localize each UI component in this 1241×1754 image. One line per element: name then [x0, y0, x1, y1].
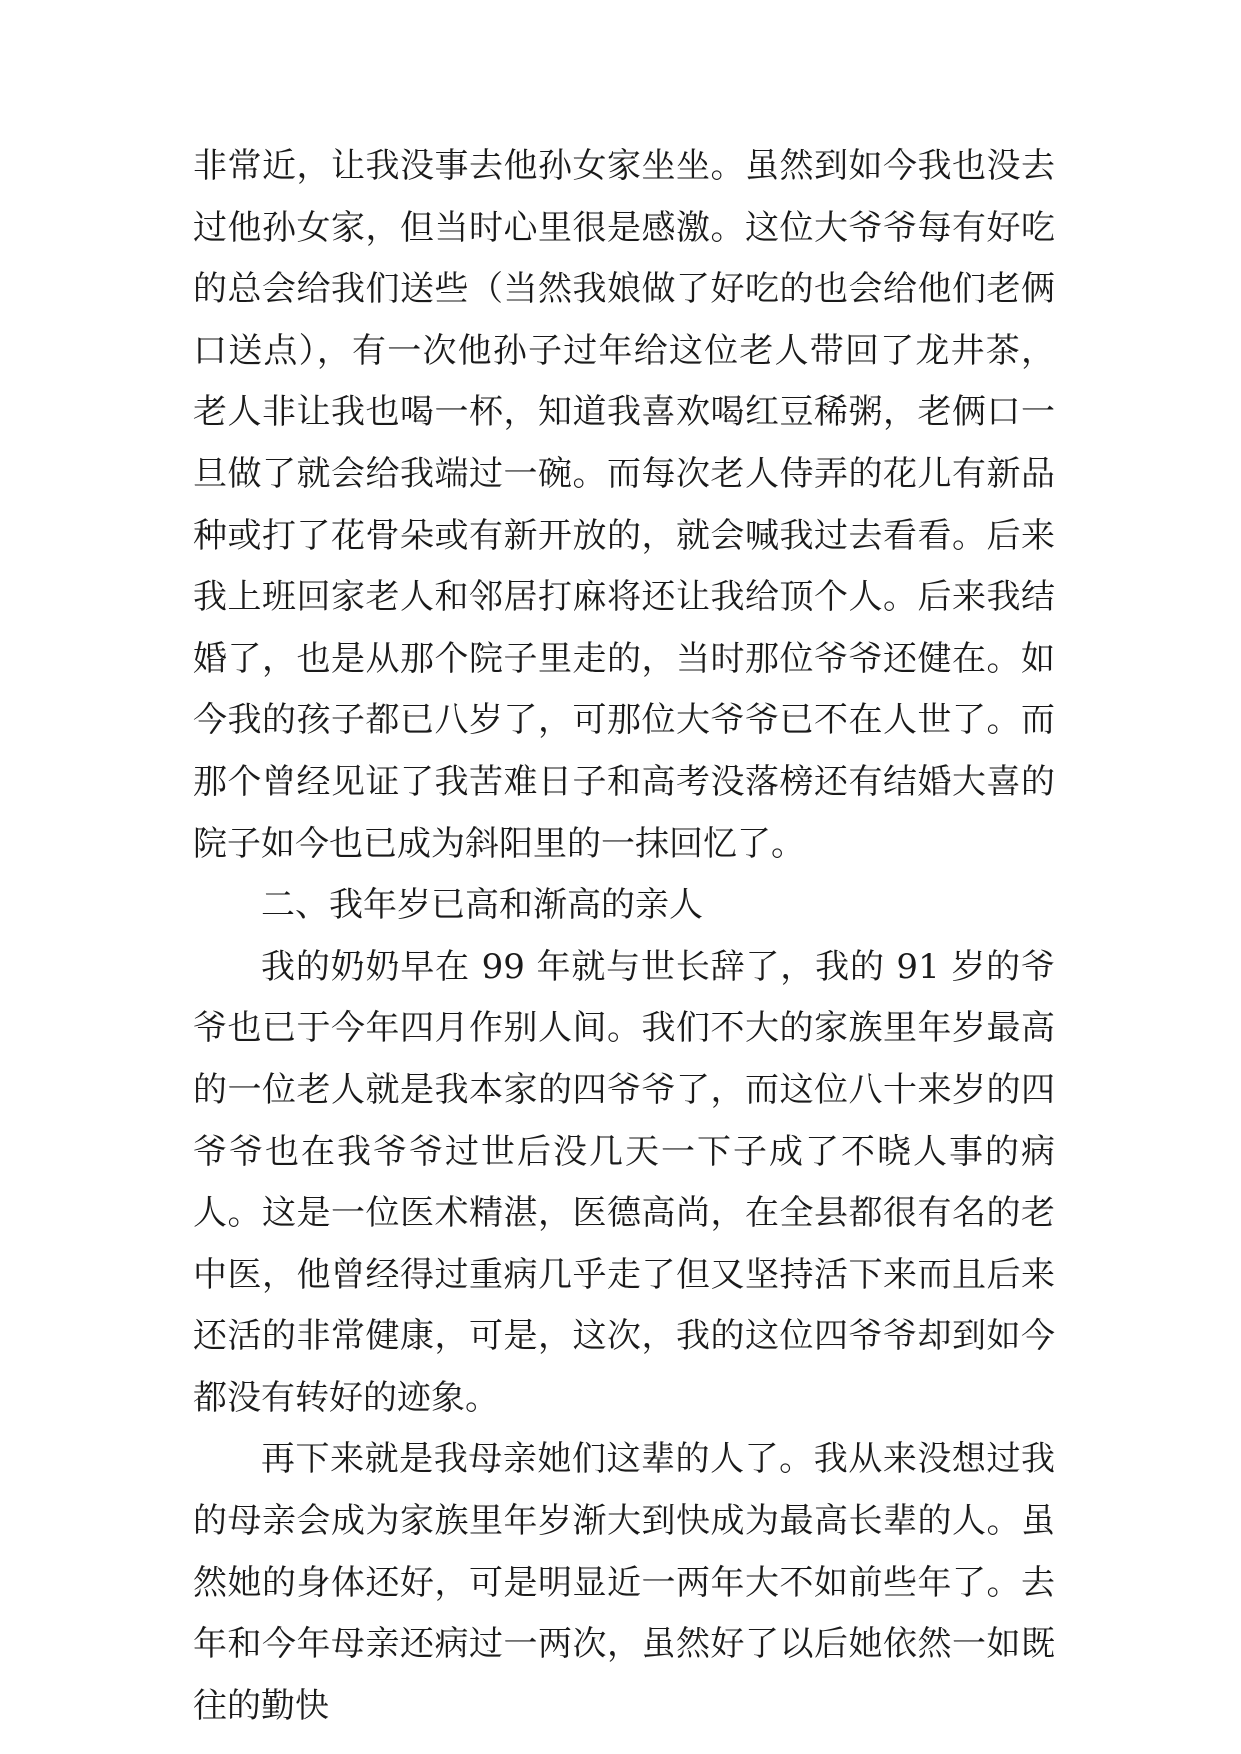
section-heading: 二、我年岁已高和渐高的亲人 — [261, 885, 703, 926]
paragraph-continued: 非常近，让我没事去他孙女家坐坐。虽然到如今我也没去过他孙女家，但当时心里很是感激。这位大爷爷每有好吃的总会给我们送些（当然我娘做了好吃的也会给他们老俩口送点），有一次他孙子过年给这位老人带回了龙井茶，老人非让我也喝一杯，知道我喜欢喝红豆稀粥，老俩口一旦做了就会给我端过一碗。而每次老人侍弄的花儿有新品种或打了花骨朵或有新开放的，就会喊我过去看看。后来我上班回家老人和邻居打麻将还让我给顶个人。后来我结婚了，也是从那个院子里走的，当时那位爷爷还健在。如今我的孩子都已八岁了，可那位大爷爷已不在人世了。而那个曾经见证了我苦难日子和高考没落榜还有结婚大喜的院子如今也已成为斜阳里的一抹回忆了。 — [193, 146, 1055, 864]
document-page — [193, 136, 1055, 1737]
paragraph-grandparents: 我的奶奶早在 99 年就与世长辞了，我的 91 岁的爷爷也已于今年四月作别人间。我们不大的家族里年岁最高的一位老人就是我本家的四爷爷了，而这位八十来岁的四爷爷也在我爷爷过世后没几天一下子成了不晓人事的病人。这是一位医术精湛，医德高尚，在全县都很有名的老中医，他曾经得过重病几乎走了但又坚持活下来而且后来还活的非常健康，可是，这次，我的这位四爷爷却到如今都没有转好的迹象。 — [193, 946, 1055, 1418]
paragraph-mother: 再下来就是我母亲她们这辈的人了。我从来没想过我的母亲会成为家族里年岁渐大到快成为最高长辈的人。虽然她的身体还好，可是明显近一两年大不如前些年了。去年和今年母亲还病过一两次，虽然好了以后她依然一如既往的勤快 — [193, 1439, 1055, 1726]
